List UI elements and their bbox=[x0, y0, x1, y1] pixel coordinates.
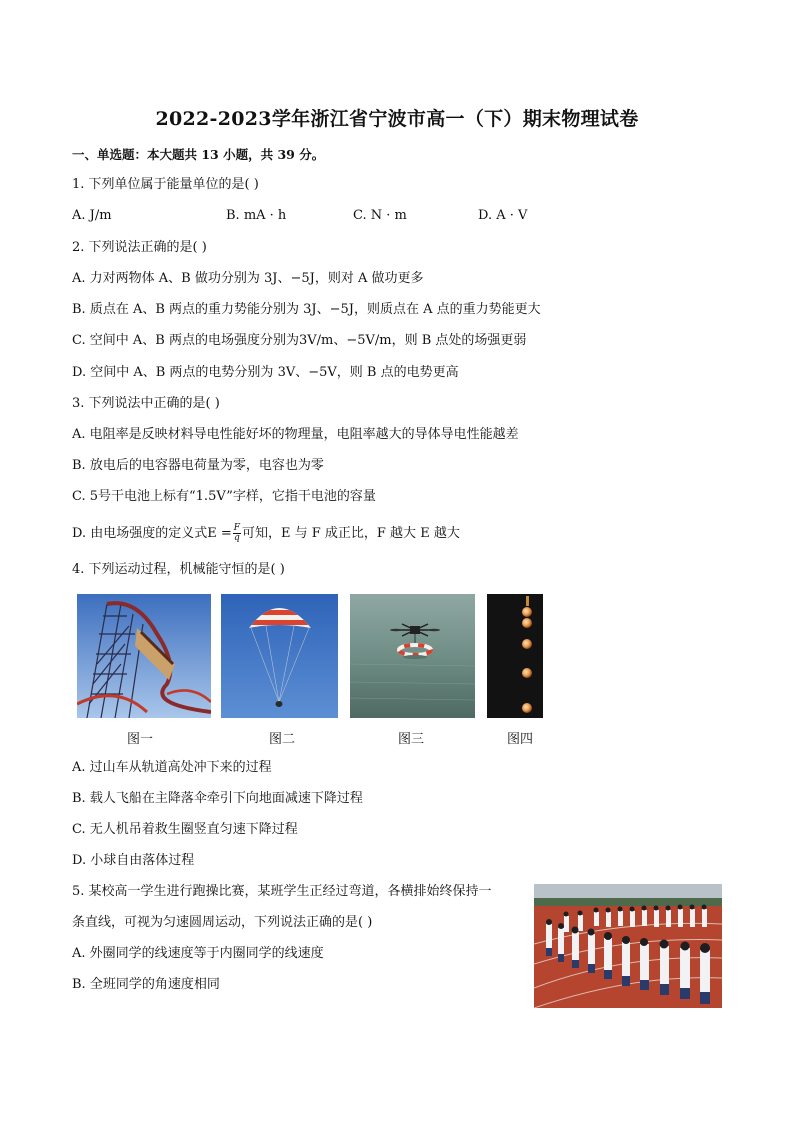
figure-running-students bbox=[534, 884, 722, 1008]
fraction-denominator: q bbox=[233, 533, 240, 543]
question-5-option-a: A. 外圈同学的线速度等于内圈同学的线速度 bbox=[72, 946, 324, 961]
figure-3-caption: 图三 bbox=[397, 732, 424, 747]
question-2-stem: 2. 下列说法正确的是( ) bbox=[72, 240, 207, 255]
question-1-stem: 1. 下列单位属于能量单位的是( ) bbox=[72, 177, 259, 192]
question-4-option-c: C. 无人机吊着救生圈竖直匀速下降过程 bbox=[72, 822, 298, 837]
question-1-option-c: C. N · m bbox=[353, 208, 407, 223]
figure-3-drone-life-ring bbox=[350, 594, 475, 718]
question-4-option-a: A. 过山车从轨道高处冲下来的过程 bbox=[72, 760, 272, 775]
question-1-option-a: A. J/m bbox=[72, 208, 112, 223]
question-4-option-b: B. 载人飞船在主降落伞牵引下向地面减速下降过程 bbox=[72, 791, 363, 806]
figure-2-caption: 图二 bbox=[268, 732, 295, 747]
figure-2-parachute bbox=[221, 594, 338, 718]
question-2-option-d: D. 空间中 A、B 两点的电势分别为 3V、−5V，则 B 点的电势更高 bbox=[72, 365, 459, 380]
exam-title: 2022-2023学年浙江省宁波市高一（下）期末物理试卷 bbox=[155, 108, 639, 130]
question-5-stem-line-1: 5. 某校高一学生进行跑操比赛，某班学生正经过弯道，各横排始终保持一 bbox=[72, 884, 492, 899]
question-3-stem: 3. 下列说法中正确的是( ) bbox=[72, 396, 220, 411]
question-4-option-d: D. 小球自由落体过程 bbox=[72, 853, 195, 868]
question-2-option-c: C. 空间中 A、B 两点的电场强度分别为3V/m、−5V/m，则 B 点处的场强更弱 bbox=[72, 333, 527, 348]
question-1-option-d: D. A · V bbox=[478, 208, 528, 223]
question-3-option-b: B. 放电后的电容器电荷量为零，电容也为零 bbox=[72, 458, 324, 473]
question-5-option-b: B. 全班同学的角速度相同 bbox=[72, 977, 220, 992]
section-heading: 一、单选题：本大题共 13 小题，共 39 分。 bbox=[72, 147, 325, 162]
question-3-option-d bbox=[72, 524, 460, 543]
question-3-option-d-suffix: 可知，E 与 F 成正比，F 越大 E 越大 bbox=[242, 526, 460, 541]
figure-4-free-fall-balls bbox=[487, 594, 543, 718]
question-5-stem-line-2: 条直线，可视为匀速圆周运动，下列说法正确的是( ) bbox=[72, 915, 373, 930]
question-4-stem: 4. 下列运动过程，机械能守恒的是( ) bbox=[72, 562, 285, 577]
fraction-numerator: F bbox=[233, 523, 240, 533]
question-1-option-b: B. mA · h bbox=[226, 208, 287, 223]
question-2-option-a: A. 力对两物体 A、B 做功分别为 3J、−5J，则对 A 做功更多 bbox=[72, 271, 424, 286]
figure-1-caption: 图一 bbox=[126, 732, 153, 747]
question-3-option-d-prefix: D. 由电场强度的定义式E = bbox=[72, 526, 232, 541]
question-2-option-b: B. 质点在 A、B 两点的重力势能分别为 3J、−5J，则质点在 A 点的重力势能更大 bbox=[72, 302, 541, 317]
figure-4-caption: 图四 bbox=[506, 732, 533, 747]
question-3-option-c: C. 5号干电池上标有“1.5V”字样，它指干电池的容量 bbox=[72, 489, 376, 504]
figure-1-roller-coaster bbox=[77, 594, 211, 718]
question-3-option-a: A. 电阻率是反映材料导电性能好坏的物理量，电阻率越大的导体导电性能越差 bbox=[72, 427, 519, 442]
field-definition-fraction bbox=[233, 524, 241, 543]
